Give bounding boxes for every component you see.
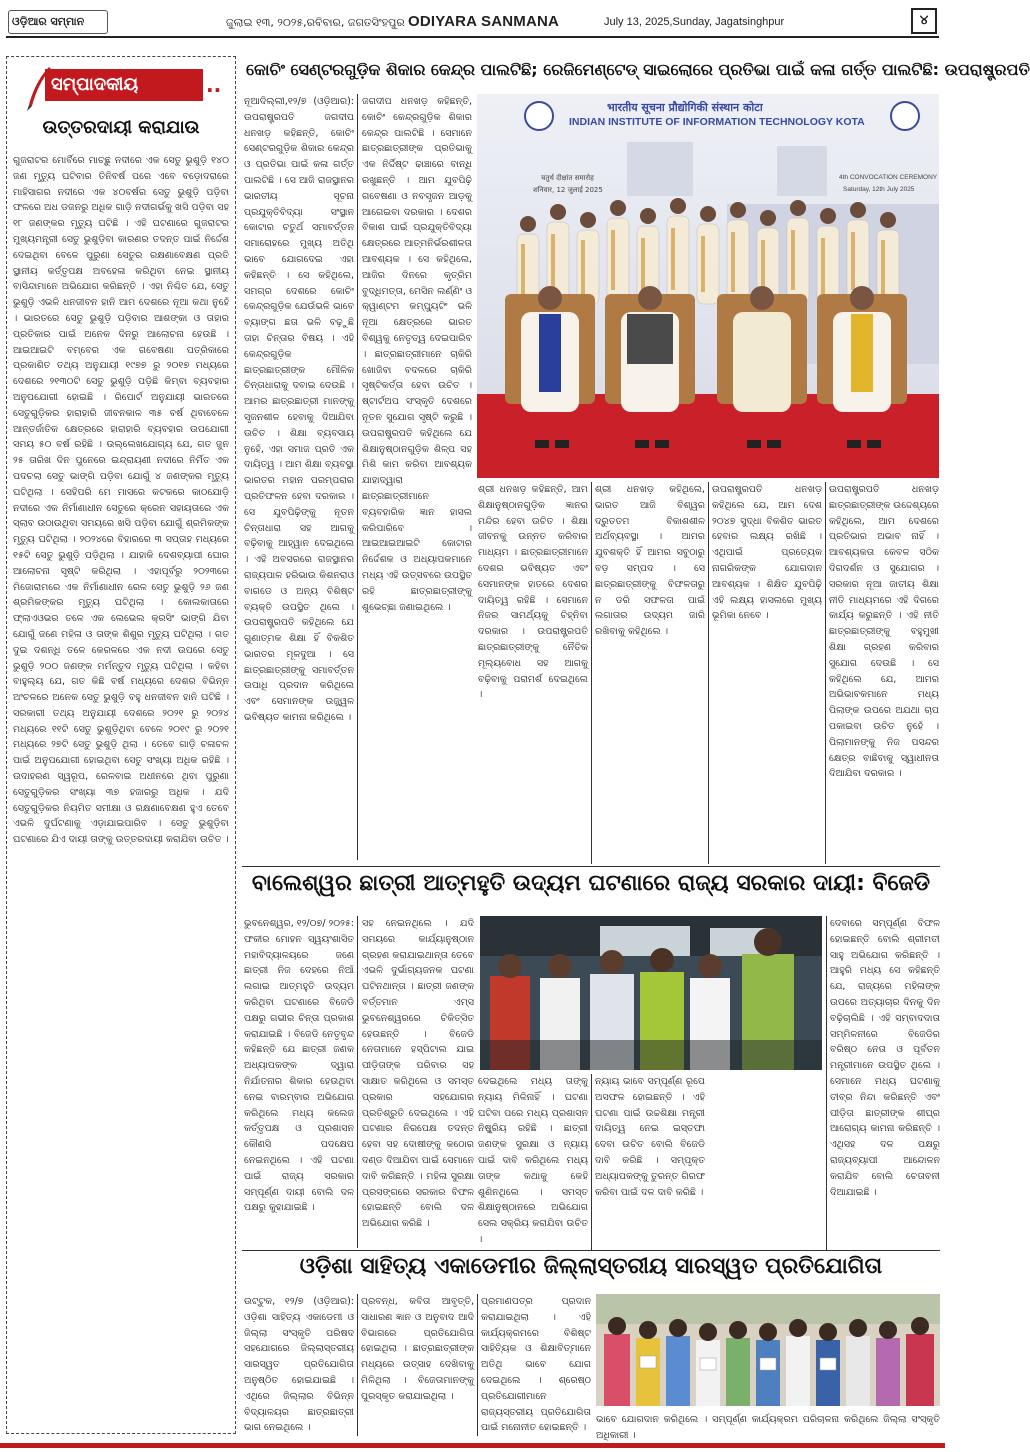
convocation-photo xyxy=(477,94,939,478)
story1-headline: କୋଚିଂ ସେଣ୍ଟରଗୁଡ଼ିକ ଶିକାର କେନ୍ଦ୍ର ପାଲଟିଛି; ରେଜିମେଣ୍ଟେଡ୍ ସାଇଲୋରେ ପ୍ରତିଭା ପାଇଁ କଳା ଗର୍ତ୍ତ ପାଲଟିଛି: ଉପରାଷ୍ଟ୍ରପତି xyxy=(246,60,1030,79)
editorial-headline: ଉତ୍ତରଦାୟୀ କରାଯାଉ xyxy=(42,117,200,138)
story3-body-col3: ପ୍ରମାଣପତ୍ର ପ୍ରଦାନ କରାଯାଇଥିଲା । ଏହି କାର୍ଯ୍ୟକ୍ରମରେ ବିଶିଷ୍ଟ ସାହିତ୍ୟିକ ଓ ଶିକ୍ଷାବିତ୍ମାନେ ଅତିଥି ଭାବେ ଯୋଗ ଦେଇଥିଲେ । ଶ୍ରେଷ୍ଠ ପ୍ରତିଯୋଗୀମାନେ ରାଜ୍ୟସ୍ତରୀୟ ପ୍ରତିଯୋଗିତା ପାଇଁ ମନୋନୀତ ହୋଇଛନ୍ତି । xyxy=(481,1296,591,1434)
photo-sub-date-hindi: शनिवार, 12 जुलाई 2025 xyxy=(533,186,603,194)
masthead xyxy=(6,8,939,38)
editorial-body: ଗୁଜରାଟର ମୋର୍ବିରେ ମାଚ୍ଛୁ ନଦୀରେ ଏକ ସେତୁ ଭୁଶୁଡ଼ି ୧୪୦ ଜଣ ମୃତ୍ୟୁ ଘଟିବାର ତିନିବର୍ଷ ପରେ ଏବେ ବଡ଼ୋଦରାରେ ମାହିସାଗର ନଦୀରେ ଏକ ୪୦ବର୍ଷର ସେତୁ ଭୁଶୁଡ଼ି ପଡ଼ିବା ଫଳରେ ଅଧ ଡଜନରୁ ଅଧିକ ଗାଡ଼ି ନଦୀଗର୍ଭକୁ ଖସି ପଡ଼ିବା ସହ ୧୮ ଜଣଙ୍କର ମୃତ୍ୟୁ ଘଟିଛି । ଏହି ଘଟଣାରେ ଗୁଜରାଟର ମୁଖ୍ୟମନ୍ତ୍ରୀ ସେତୁ ଭୁଶୁଡ଼ିବା କାରଣର ତଦନ୍ତ ପାଇଁ ନିର୍ଦ୍ଦେଶ ଦେଇଥିବା ବେଳେ ପୁରୁଣା ସେତୁର ରକ୍ଷଣାବେକ୍ଷଣ ପ୍ରତି ସ୍ଥାନୀୟ କର୍ତ୍ତୃପକ୍ଷ ଅବହେଳା କରିଥିବା ନେଇ ସ୍ଥାନୀୟ ବାସିନ୍ଦାମାନେ ଅଭିଯୋଗ କରିଛନ୍ତି । ଏହା ନିଶ୍ଚିତ ଯେ, ସେତୁ ଭୁଶୁଡ଼ି ଏଭଳି ଧନଜୀବନ ହାନି ଆମ ଦେଶରେ ନୂଆ କଥା ନୁହେଁ । ଭାରତରେ ସେତୁ ଭୁଶୁଡ଼ି ପଡ଼ିବାର ଆଶଙ୍କା ଓ ତାହାର ପ୍ରତିକାର ପାଇଁ ଅନେକ ଦିନରୁ ଆଲୋଚନା ହେଉଛି । ଆଇଆଇଟି ବମ୍ବେର ଏକ ଗବେଷଣା ପତ୍ରିକାରେ ପ୍ରକାଶିତ ତଥ୍ୟ ଅନୁଯାୟୀ ୧୯୭୭ ରୁ ୨୦୧୭ ମଧ୍ୟରେ ଦେଶରେ ୨୧୩୦ଟି ସେତୁ ଭୁଶୁଡ଼ି ପଡ଼ିଛି କିମ୍ବା ବ୍ୟବହାର ଅନୁପଯୋଗୀ ହୋଇଛି । ରିପୋର୍ଟ ଅନୁଯାୟୀ ଭାରତରେ ସେତୁଗୁଡ଼ିକର ହାରାହାରି ଜୀବନକାଳ ୩୫ ବର୍ଷ ଥିବାବେଳେ ଆନ୍ତର୍ଜାତିକ କ୍ଷେତ୍ରରେ ହାରାହାରି ବ୍ୟବହାର ଉପଯୋଗୀ ସମୟ ୫୦ ବର୍ଷ ରହିଛି । ଉଲ୍ଲେଖଯୋଗ୍ୟ ଯେ, ଗତ ଜୁନ ୨୫ ତାରିଖ ଦିନ ପୁନେରେ ଇନ୍ଦ୍ରାୟଣୀ ନଦୀରେ ନିର୍ମିତ ଏକ ପଦଚଲା ସେତୁ ଭାଙ୍ଗି ପଡ଼ିବା ଯୋଗୁଁ ୪ ଜଣଙ୍କର ମୃତ୍ୟୁ ଘଟିଥିଲା । ସେହିପରି ମେ ମାସରେ କଟକରେ କାଠଯୋଡ଼ି ନଦୀରେ ଏକ ନିର୍ମାଣାଧୀନ ସେତୁରେ କ୍ରେନ ସହାୟତାରେ ଏକ ସ୍ଲାବ ଉଠାଉଥିବା ସମୟରେ ଖସି ପଡ଼ିବା ଯୋଗୁଁ ଶ୍ରମିକଙ୍କ ମୃତ୍ୟୁ ଘଟିଥିଲା । ୨୦୨୪ରେ ବିହାରରେ ୩ ସପ୍ତାହ ମଧ୍ୟରେ ୧୫ଟି ସେତୁ ଭୁଶୁଡ଼ି ପଡ଼ିଥିଲା । ଯାହାକି ଦେଶବ୍ୟାପୀ ଘୋର ଆଲୋଚନା ସୃଷ୍ଟି କରିଥିଲା । ଏହାପୂର୍ବରୁ ୨୦୨୩ରେ ମିଜୋରାମରେ ଏକ ନିର୍ମାଣାଧୀନ ରେଳ ସେତୁ ଭୁଶୁଡ଼ି ୨୬ ଜଣ ଶ୍ରମିକଙ୍କର ମୃତ୍ୟୁ ଘଟିଥିଲା । କୋଲକାତାରେ ଫ୍ଲାଏଓଭର ତଳେ ଏକ ଲେଭେଲ କ୍ରସିଂ ଭାଙ୍ଗି ଯିବା ଯୋଗୁଁ ଜଣେ ମହିଳା ଓ ତାଙ୍କ ଶିଶୁର ମୃତ୍ୟୁ ଘଟିଥିଲା । ଗତ ଦୁଇ ଦଶନ୍ଧି ତଳେ କେରଳରେ ଏକ ନଦୀ ଉପରେ ସେତୁ ଭୁଶୁଡ଼ି ୨୦୦ ଜଣଙ୍କ ମର୍ମନ୍ତୁଦ ମୃତ୍ୟୁ ଘଟିଥିଲା । କହିବା ବାହୁଲ୍ୟ ଯେ, ଗତ କିଛି ବର୍ଷ ମଧ୍ୟରେ ଦେଶର ବିଭିନ୍ନ ଅଂଚଳରେ ଅନେକ ସେତୁ ଭୁଶୁଡ଼ି ବହୁ ଧନଜୀବନ ହାନି ଘଟିଛି । ସରକାରୀ ତଥ୍ୟ ଅନୁଯାୟୀ ଦେଶରେ ୨୦୨୧ ରୁ ୨୦୨୪ ମଧ୍ୟରେ ୧୧ଟି ସେତୁ ଭୁଶୁଡ଼ିଥିବା ବେଳେ ୨୦୧୯ ରୁ ୨୦୨୧ ମଧ୍ୟରେ ୨୭ଟି ସେତୁ ଭୁଶୁଡ଼ି ଥିଲା । ତେବେ ଗାଡ଼ି ଚଳାଚଳ ପାଇଁ ଅନୁପଯୋଗୀ ହୋଇଥିବା ସେତୁ ସଂଖ୍ୟା ଅଧିକ ରହିଛି । ଉଦାହରଣ ସ୍ୱରୂପ, ରେଳବାଇ ଅଧୀନରେ ଥିବା ପୁରୁଣା ସେତୁଗୁଡ଼ିକର ସଂଖ୍ୟା ୩୭ ହଜାରରୁ ଅଧିକ । ଯଦି ସେତୁଗୁଡ଼ିକର ନିୟମିତ ସମୀକ୍ଷା ଓ ରକ୍ଷଣାବେକ୍ଷଣ ହୁଏ ତେବେ ଏଭଳି ଦୁର୍ଘଟଣାକୁ ଏଡ଼ାଯାଇପାରିବ । ସେତୁ ଭୁଶୁଡ଼ିବା ଘଟଣାରେ ଯିଏ ଦାୟୀ ତାଙ୍କୁ ଉତ୍ତରଦାୟୀ କରାଯିବା ଉଚିତ । xyxy=(13,155,229,846)
story3-body-col2: ପ୍ରବନ୍ଧ, କବିତା ଆବୃତ୍ତି, ସାଧାରଣ ଜ୍ଞାନ ଓ ଅନୁବାଦ ଆଦି ବିଭାଗରେ ପ୍ରତିଯୋଗିତା ହୋଇଥିଲା । ଛାତ୍ରଛାତ୍ରୀଙ୍କ ମଧ୍ୟରେ ଉତ୍ସାହ ଦେଖିବାକୁ ମିଳିଥିଲା । ବିଜେତାମାନଙ୍କୁ ପୁରସ୍କୃତ କରାଯାଇଥିଲା । xyxy=(361,1296,474,1402)
editorial-badge-dots: .. xyxy=(206,73,222,97)
story3-body-col1: ଉଟ୍ଟୁକ, ୧୨/୭ (ଓଡ଼ିଆର): ଓଡ଼ିଶା ସାହିତ୍ୟ ଏକାଡେମୀ ଓ ଜିଲ୍ଲା ସଂସ୍କୃତି ପରିଷଦ ସହଯୋଗରେ ଜିଲ୍ଲାସ୍ତରୀୟ ସାରସ୍ୱତ ପ୍ରତିଯୋଗିତା ଅନୁଷ୍ଠିତ ହୋଇଯାଇଛି । ଏଥିରେ ଜିଲ୍ଲାର ବିଭିନ୍ନ ବିଦ୍ୟାଳୟର ଛାତ୍ରଛାତ୍ରୀ ଭାଗ ନେଇଥିଲେ । xyxy=(244,1296,354,1434)
story3-body-col4: ଭାବେ ଯୋଗଦାନ କରିଥିଲେ । ସମ୍ପୂର୍ଣ୍ଣ କାର୍ଯ୍ୟକ୍ରମ ପରିଚାଳନା କରିଥିଲେ ଜିଲ୍ଲା ସଂସ୍କୃତି ଅଧିକାରୀ । xyxy=(596,1414,940,1441)
story1-body-col6: ଉପରାଷ୍ଟ୍ରପତି ଧନଖଡ଼ ଛାତ୍ରଛାତ୍ରୀଙ୍କ ଉଦ୍ଦେଶ୍ୟରେ କହିଥିଲେ, ଆମ ଦେଶରେ ପ୍ରତିଭାର ଅଭାବ ନାହିଁ । ଆବଶ୍ୟକତା କେବଳ ସଠିକ ଦିଗଦର୍ଶନ ଓ ସୁଯୋଗର । ସରକାର ନୂଆ ଜାତୀୟ ଶିକ୍ଷା ନୀତି ମାଧ୍ୟମରେ ଏହି ଦିଗରେ କାର୍ଯ୍ୟ କରୁଛନ୍ତି । ଏହି ନୀତି ଛାତ୍ରଛାତ୍ରୀଙ୍କୁ ବହୁମୁଖୀ ଶିକ୍ଷା ଗ୍ରହଣ କରିବାର ସୁଯୋଗ ଦେଉଛି । ସେ କହିଥିଲେ ଯେ, ଆମର ଅଭିଭାବକମାନେ ମଧ୍ୟ ପିଲାଙ୍କ ଉପରେ ଅଯଥା ଚାପ ପକାଇବା ଉଚିତ ନୁହେଁ । ପିଲାମାନଙ୍କୁ ନିଜ ପସନ୍ଦର କ୍ଷେତ୍ର ବାଛିବାକୁ ସ୍ୱାଧୀନତା ଦିଆଯିବା ଦରକାର । xyxy=(829,484,940,780)
photo-banner-hindi: भारतीय सूचना प्रौद्योगिकी संस्थान कोटा xyxy=(607,101,763,114)
story1-body-col2: ଜଗଦୀପ ଧନଖଡ଼ କହିଛନ୍ତି, କୋଚିଂ କେନ୍ଦ୍ରଗୁଡ଼ିକ ଶିକାର କେନ୍ଦ୍ର ପାଲଟିଛି । ସେମାନେ ଛାତ୍ରଛାତ୍ରୀଙ୍କ ପ୍ରତିଭାକୁ ଏକ ନିର୍ଦ୍ଦିଷ୍ଟ ଢାଞ୍ଚାରେ ବାନ୍ଧି ରଖୁଛନ୍ତି । ଆମ ଯୁବପିଢ଼ି ଗବେଷଣା ଓ ନବସୃଜନ ଆଡ଼କୁ ଆଗେଇବା ଦରକାର । ଦେଶର ବିକାଶ ପାଇଁ ପ୍ରଯୁକ୍ତିବିଦ୍ୟା କ୍ଷେତ୍ରରେ ଆତ୍ମନିର୍ଭରଶୀଳତା ଆବଶ୍ୟକ । ସେ କହିଥିଲେ, ଆଜିର ଦିନରେ କୃତ୍ରିମ ବୁଦ୍ଧିମତ୍ତା, ମେସିନ ଲର୍ଣ୍ଣିଂ ଓ କ୍ୱାଣ୍ଟମ କମ୍ପ୍ୟୁଟିଂ ଭଳି ନୂଆ କ୍ଷେତ୍ରରେ ଭାରତ ବିଶ୍ୱକୁ ନେତୃତ୍ୱ ଦେଇପାରିବ । ଛାତ୍ରଛାତ୍ରୀମାନେ ଚାକିରି ଖୋଜିବା ବଦଳରେ ଚାକିରି ସୃଷ୍ଟିକର୍ତ୍ତା ହେବା ଉଚିତ । ଷ୍ଟାର୍ଟଅପ ସଂସ୍କୃତି ଦେଶରେ ନୂତନ ସୁଯୋଗ ସୃଷ୍ଟି କରୁଛି । ଉପରାଷ୍ଟ୍ରପତି କହିଥିଲେ ଯେ ଶିକ୍ଷାନୁଷ୍ଠାନଗୁଡ଼ିକ ଶିଳ୍ପ ସହ ମିଶି କାମ କରିବା ଆବଶ୍ୟକ ଯାହାଦ୍ୱାରା ଛାତ୍ରଛାତ୍ରୀମାନେ ବ୍ୟବହାରିକ ଜ୍ଞାନ ହାସଲ କରିପାରିବେ । ଆଇଆଇଆଇଟି କୋଟାର ନିର୍ଦ୍ଦେଶକ ଓ ଅଧ୍ୟାପକମାନେ ମଧ୍ୟ ଏହି ଉତ୍ସବରେ ଉପସ୍ଥିତ ରହି ଛାତ୍ରଛାତ୍ରୀଙ୍କୁ ଶୁଭେଚ୍ଛା ଜଣାଇଥିଲେ । xyxy=(362,96,472,613)
story3-headline: ଓଡ଼ିଶା ସାହିତ୍ୟ ଏକାଡେମୀର ଜିଲ୍ଲାସ୍ତରୀୟ ସାରସ୍ୱତ ପ୍ରତିଯୋଗିତା xyxy=(299,1254,883,1279)
story2-body-col4: ନ୍ୟାୟ ଭାବେ ସମ୍ପୂର୍ଣ୍ଣ ରୂପେ ଅସଫଳ ହୋଇଛନ୍ତି । ଏହି ଘଟଣା ପାଇଁ ଉଚ୍ଚଶିକ୍ଷା ମନ୍ତ୍ରୀ ଦାୟିତ୍ୱ ନେଇ ଇସ୍ତଫା ଦେବା ଉଚିତ ବୋଲି ବିଜେଡି ଦାବି କରିଛି । ସମ୍ପୃକ୍ତ ଅଧ୍ୟାପକଙ୍କୁ ତୁରନ୍ତ ଗିରଫ କରିବା ପାଇଁ ଦଳ ଦାବି କରିଛି । xyxy=(595,1076,705,1198)
story2-headline: ବାଲେଶ୍ୱର ଛାତ୍ରୀ ଆତ୍ମହୁତି ଉଦ୍ୟମ ଘଟଣାରେ ରାଜ୍ୟ ସରକାର ଦାୟୀ: ବିଜେଡି xyxy=(251,871,931,896)
masthead-title: ODIYARA SANMANA xyxy=(408,13,560,30)
story2-body-col5: ଦେବାରେ ସମ୍ପୂର୍ଣ୍ଣ ବିଫଳ ହୋଇଛନ୍ତି ବୋଲି ଶ୍ରୀମତୀ ସାହୁ ଅଭିଯୋଗ କରିଛନ୍ତି । ଆହୁରି ମଧ୍ୟ ସେ କହିଛନ୍ତି ଯେ, ରାଜ୍ୟରେ ମହିଳାଙ୍କ ଉପରେ ଅତ୍ୟାଚାର ଦିନକୁ ଦିନ ବଢ଼ିଚାଲିଛି । ଏହି ସମ୍ବାଦଦାତା ସମ୍ମିଳନୀରେ ବିଜେଡିର ବରିଷ୍ଠ ନେତା ଓ ପୂର୍ବତନ ମନ୍ତ୍ରୀମାନେ ଉପସ୍ଥିତ ଥିଲେ । ସେମାନେ ମଧ୍ୟ ଘଟଣାକୁ ତୀବ୍ର ନିନ୍ଦା କରିଛନ୍ତି ଏବଂ ପୀଡ଼ିତା ଛାତ୍ରୀଙ୍କ ଶୀଘ୍ର ଆରୋଗ୍ୟ କାମନା କରିଛନ୍ତି । ଏଥିସହ ଦଳ ପକ୍ଷରୁ ରାଜ୍ୟବ୍ୟାପୀ ଆନ୍ଦୋଳନ କରାଯିବ ବୋଲି ଚେତାବନୀ ଦିଆଯାଇଛି । xyxy=(830,918,940,1198)
page-number: ୪ xyxy=(911,8,937,34)
photo-sub-date-english: Saturday, 12th July 2025 xyxy=(843,186,915,193)
footer-bar xyxy=(0,1443,945,1448)
bjd-leaders-photo xyxy=(480,916,822,1070)
editorial-badge-label: ସମ୍ପାଦକୀୟ xyxy=(45,69,203,101)
masthead-date-odia: ଜୁଲାଇ ୧୩, ୨୦୨୫,ରବିବାର, ଜଗତସିଂହପୁର xyxy=(226,16,405,29)
story2-body-col2: ସହ ନେଇନଥିଲେ । ଯଦି ସମୟରେ କାର୍ଯ୍ୟାନୁଷ୍ଠାନ ଗ୍ରହଣ କରାଯାଇଥାନ୍ତା ତେବେ ଏଭଳି ଦୁର୍ଭାଗ୍ୟଜନକ ଘଟଣା ଘଟିନଥାନ୍ତା । ଛାତ୍ରୀ ଜଣଙ୍କ ବର୍ତ୍ତମାନ ଏମ୍ସ ଭୁବନେଶ୍ୱରରେ ଚିକିତ୍ସିତ ହେଉଛନ୍ତି । ବିଜେଡି ନେତାମାନେ ହସ୍ପିଟାଲ ଯାଇ ପୀଡ଼ିତାଙ୍କ ପରିବାର ସହ ସାକ୍ଷାତ କରିଥିଲେ ଓ ସମସ୍ତ ପ୍ରକାର ସହଯୋଗର ପ୍ରତିଶ୍ରୁତି ଦେଇଥିଲେ । ଏହି ଘଟଣାର ନିରପେକ୍ଷ ତଦନ୍ତ ହେବା ସହ ଦୋଷୀଙ୍କୁ କଠୋର ଦଣ୍ଡ ଦିଆଯିବା ପାଇଁ ସେମାନେ ଦାବି କରିଛନ୍ତି । ମହିଳା ସୁରକ୍ଷା ପ୍ରସଙ୍ଗରେ ସରକାର ବିଫଳ ହୋଇଛନ୍ତି ବୋଲି ଦଳ ଅଭିଯୋଗ କରିଛି । xyxy=(362,918,474,1230)
photo-sub-english: 4th CONVOCATION CEREMONY xyxy=(839,174,938,181)
story3-photo xyxy=(596,1294,940,1406)
editorial-badge xyxy=(23,65,233,105)
competition-photo xyxy=(596,1294,940,1406)
photo-banner-english: INDIAN INSTITUTE OF INFORMATION TECHNOLOGY KOTA xyxy=(569,116,865,128)
masthead-logo: ଓଡ଼ିଆର ସମ୍ମାନ xyxy=(8,10,108,34)
story1-body-col4: ଶ୍ରୀ ଧନଖଡ଼ କହିଥିଲେ, ଭାରତ ଆଜି ବିଶ୍ୱର ଦ୍ରୁତତମ ବିକାଶଶୀଳ ଅର୍ଥବ୍ୟବସ୍ଥା । ଆମର ଯୁବଶକ୍ତି ହିଁ ଆମର ସବୁଠାରୁ ବଡ଼ ସମ୍ପଦ । ସେ ଛାତ୍ରଛାତ୍ରୀଙ୍କୁ ବିଫଳତାରୁ ନ ଡରି ସଫଳତା ପାଇଁ ଲଗାତାର ଉଦ୍ୟମ ଜାରି ରଖିବାକୁ କହିଥିଲେ । xyxy=(595,484,705,638)
story2-body-col3: ଦେଇଥିଲେ ମଧ୍ୟ ତାଙ୍କୁ ନ୍ୟାୟ ମିଳିନାହିଁ । ଘଟଣା ଘଟିବା ପରେ ମଧ୍ୟ ପ୍ରଶାସନ ନିଷ୍କ୍ରିୟ ରହିଛି । ଛାତ୍ରୀ ଜଣଙ୍କ ସୁରକ୍ଷା ଓ ନ୍ୟାୟ ପାଇଁ ଦାବି କରିଥିଲେ ମଧ୍ୟ ତାଙ୍କ କଥାକୁ କେହି ଶୁଣିନଥିଲେ । ସମସ୍ତ ଶିକ୍ଷାନୁଷ୍ଠାନରେ ଅଭିଯୋଗ ସେଲ ସକ୍ରିୟ କରାଯିବା ଉଚିତ । xyxy=(478,1076,588,1245)
story1-photo xyxy=(477,94,939,478)
masthead-date-english: July 13, 2025,Sunday, Jagatsinghpur xyxy=(604,16,785,28)
story1-body-col3: ଶ୍ରୀ ଧନଖଡ଼ କହିଛନ୍ତି, ଆମ ଶିକ୍ଷାନୁଷ୍ଠାନଗୁଡ଼ିକ ଜ୍ଞାନର ମନ୍ଦିର ହେବା ଉଚିତ । ଶିକ୍ଷା ଜୀବନକୁ ଉନ୍ନତ କରିବାର ମାଧ୍ୟମ । ଛାତ୍ରଛାତ୍ରୀମାନେ ଦେଶର ଭବିଷ୍ୟତ ଏବଂ ସେମାନଙ୍କ ହାତରେ ଦେଶର ଦାୟିତ୍ୱ ରହିଛି । ସେମାନେ ନିଜର ସାମର୍ଥ୍ୟକୁ ଚିହ୍ନିବା ଦରକାର । ଉପରାଷ୍ଟ୍ରପତି ଛାତ୍ରଛାତ୍ରୀଙ୍କୁ ନୈତିକ ମୂଲ୍ୟବୋଧ ସହ ଆଗକୁ ବଢ଼ିବାକୁ ପରାମର୍ଶ ଦେଇଥିଲେ । xyxy=(478,484,588,701)
story2-photo xyxy=(480,916,822,1070)
story2-body-col1: ଭୁବନେଶ୍ୱର, ୧୨/୦୭/ ୨୦୨୫: ଫକୀର ମୋହନ ସ୍ୱୟଂଶାସିତ ମହାବିଦ୍ୟାଳୟରେ ଜଣେ ଛାତ୍ରୀ ନିଜ ଦେହରେ ନିଆଁ ଲଗାଇ ଆତ୍ମହୁତି ଉଦ୍ୟମ କରିଥିବା ଘଟଣାରେ ବିଜେଡି ପକ୍ଷରୁ ଗଭୀର ଚିନ୍ତା ପ୍ରକାଶ କରାଯାଇଛି । ବିଜେଡି ନେତୃବୃନ୍ଦ କହିଛନ୍ତି ଯେ ଛାତ୍ରୀ ଜଣକ ଅଧ୍ୟାପକଙ୍କ ଦ୍ୱାରା ନିର୍ଯାତନାର ଶିକାର ହେଉଥିବା ନେଇ ବାରମ୍ବାର ଅଭିଯୋଗ କରିଥିଲେ ମଧ୍ୟ କଲେଜ କର୍ତ୍ତୃପକ୍ଷ ଓ ପ୍ରଶାସନ କୌଣସି ପଦକ୍ଷେପ ନେଇନଥିଲେ । ଏହି ଘଟଣା ପାଇଁ ରାଜ୍ୟ ସରକାର ସମ୍ପୂର୍ଣ୍ଣ ଦାୟୀ ବୋଲି ଦଳ ପକ୍ଷରୁ କୁହାଯାଇଛି । xyxy=(244,918,355,1214)
story1-body-col1: ନୂଆଦିଲ୍ଲୀ,୧୨/୭ (ଓଡ଼ିଆର): ଉପରାଷ୍ଟ୍ରପତି ଜଗଦୀପ ଧନଖଡ଼ କହିଛନ୍ତି, କୋଚିଂ ସେଣ୍ଟରଗୁଡ଼ିକ ଶିକାର କେନ୍ଦ୍ର ଓ ପ୍ରତିଭା ପାଇଁ କଳା ଗର୍ତ୍ତ ପାଲଟିଛି । ସେ ଆଜି ରାଜସ୍ଥାନର ଭାରତୀୟ ସୂଚନା ପ୍ରଯୁକ୍ତିବିଦ୍ୟା ସଂସ୍ଥାନ କୋଟାର ଚତୁର୍ଥ ସମାବର୍ତ୍ତନ ସମାରୋହରେ ମୁଖ୍ୟ ଅତିଥି ଭାବେ ଯୋଗଦେଇ ଏହା କହିଛନ୍ତି । ସେ କହିଥିଲେ, ସମଗ୍ର ଦେଶରେ କୋଚିଂ କେନ୍ଦ୍ରଗୁଡ଼ିକ ଯେଉଁଭଳି ଭାବେ ବ୍ୟାଙ୍ଗ ଛତା ଭଳି ବଢ଼ୁଛି ତାହା ଚିନ୍ତାର ବିଷୟ । ଏହି କେନ୍ଦ୍ରଗୁଡ଼ିକ ଛାତ୍ରଛାତ୍ରୀଙ୍କ ମୌଳିକ ଚିନ୍ତାଧାରାକୁ ଦବାଇ ଦେଉଛି । ଆମର ଛାତ୍ରଛାତ୍ରୀ ମାନଙ୍କୁ ସୃଜନଶୀଳ ହେବାକୁ ଦିଆଯିବା ଉଚିତ । ଶିକ୍ଷା ବ୍ୟବସାୟ ନୁହେଁ, ଏହା ସମାଜ ପ୍ରତି ଏକ ଦାୟିତ୍ୱ । ଆମ ଶିକ୍ଷା ବ୍ୟବସ୍ଥା ଭାରତର ମହାନ ପରମ୍ପରାର ପ୍ରତିଫଳନ ହେବା ଦରକାର । ସେ ଯୁବପିଢ଼ିଙ୍କୁ ନୂତନ ଚିନ୍ତାଧାରା ସହ ଆଗକୁ ବଢ଼ିବାକୁ ଆହ୍ୱାନ ଦେଇଥିଲେ । ଏହି ଅବସରରେ ରାଜସ୍ଥାନର ରାଜ୍ୟପାଳ ହରିଭାଉ କିଶନରାଓ ବାଗଡେ ଓ ଅନ୍ୟ ବିଶିଷ୍ଟ ବ୍ୟକ୍ତି ଉପସ୍ଥିତ ଥିଲେ । ଉପରାଷ୍ଟ୍ରପତି କହିଥିଲେ ଯେ ଗୁଣାତ୍ମକ ଶିକ୍ଷା ହିଁ ବିକଶିତ ଭାରତର ମୂଳଦୁଆ । ସେ ଛାତ୍ରଛାତ୍ରୀଙ୍କୁ ସମାବର୍ତ୍ତନ ଉପାଧି ପ୍ରଦାନ କରିଥିଲେ ଏବଂ ସେମାନଙ୍କ ଉଜ୍ଜ୍ୱଳ ଭବିଷ୍ୟତ କାମନା କରିଥିଲେ । xyxy=(244,96,354,724)
photo-sub-hindi: चतुर्थ दीक्षांत समारोह xyxy=(541,174,594,182)
story1-body-col5: ଉପରାଷ୍ଟ୍ରପତି ଧନଖଡ଼ କହିଥିଲେ ଯେ, ଆମ ଦେଶ ୨୦୪୭ ସୁଦ୍ଧା ବିକଶିତ ଭାରତ ହେବାର ଲକ୍ଷ୍ୟ ରଖିଛି । ଏଥିପାଇଁ ପ୍ରତ୍ୟେକ ନାଗରିକଙ୍କ ଯୋଗଦାନ ଆବଶ୍ୟକ । ଶିକ୍ଷିତ ଯୁବପିଢ଼ି ଏହି ଲକ୍ଷ୍ୟ ହାସଲରେ ମୁଖ୍ୟ ଭୂମିକା ନେବେ । xyxy=(712,484,822,622)
editorial-column xyxy=(6,56,236,1434)
